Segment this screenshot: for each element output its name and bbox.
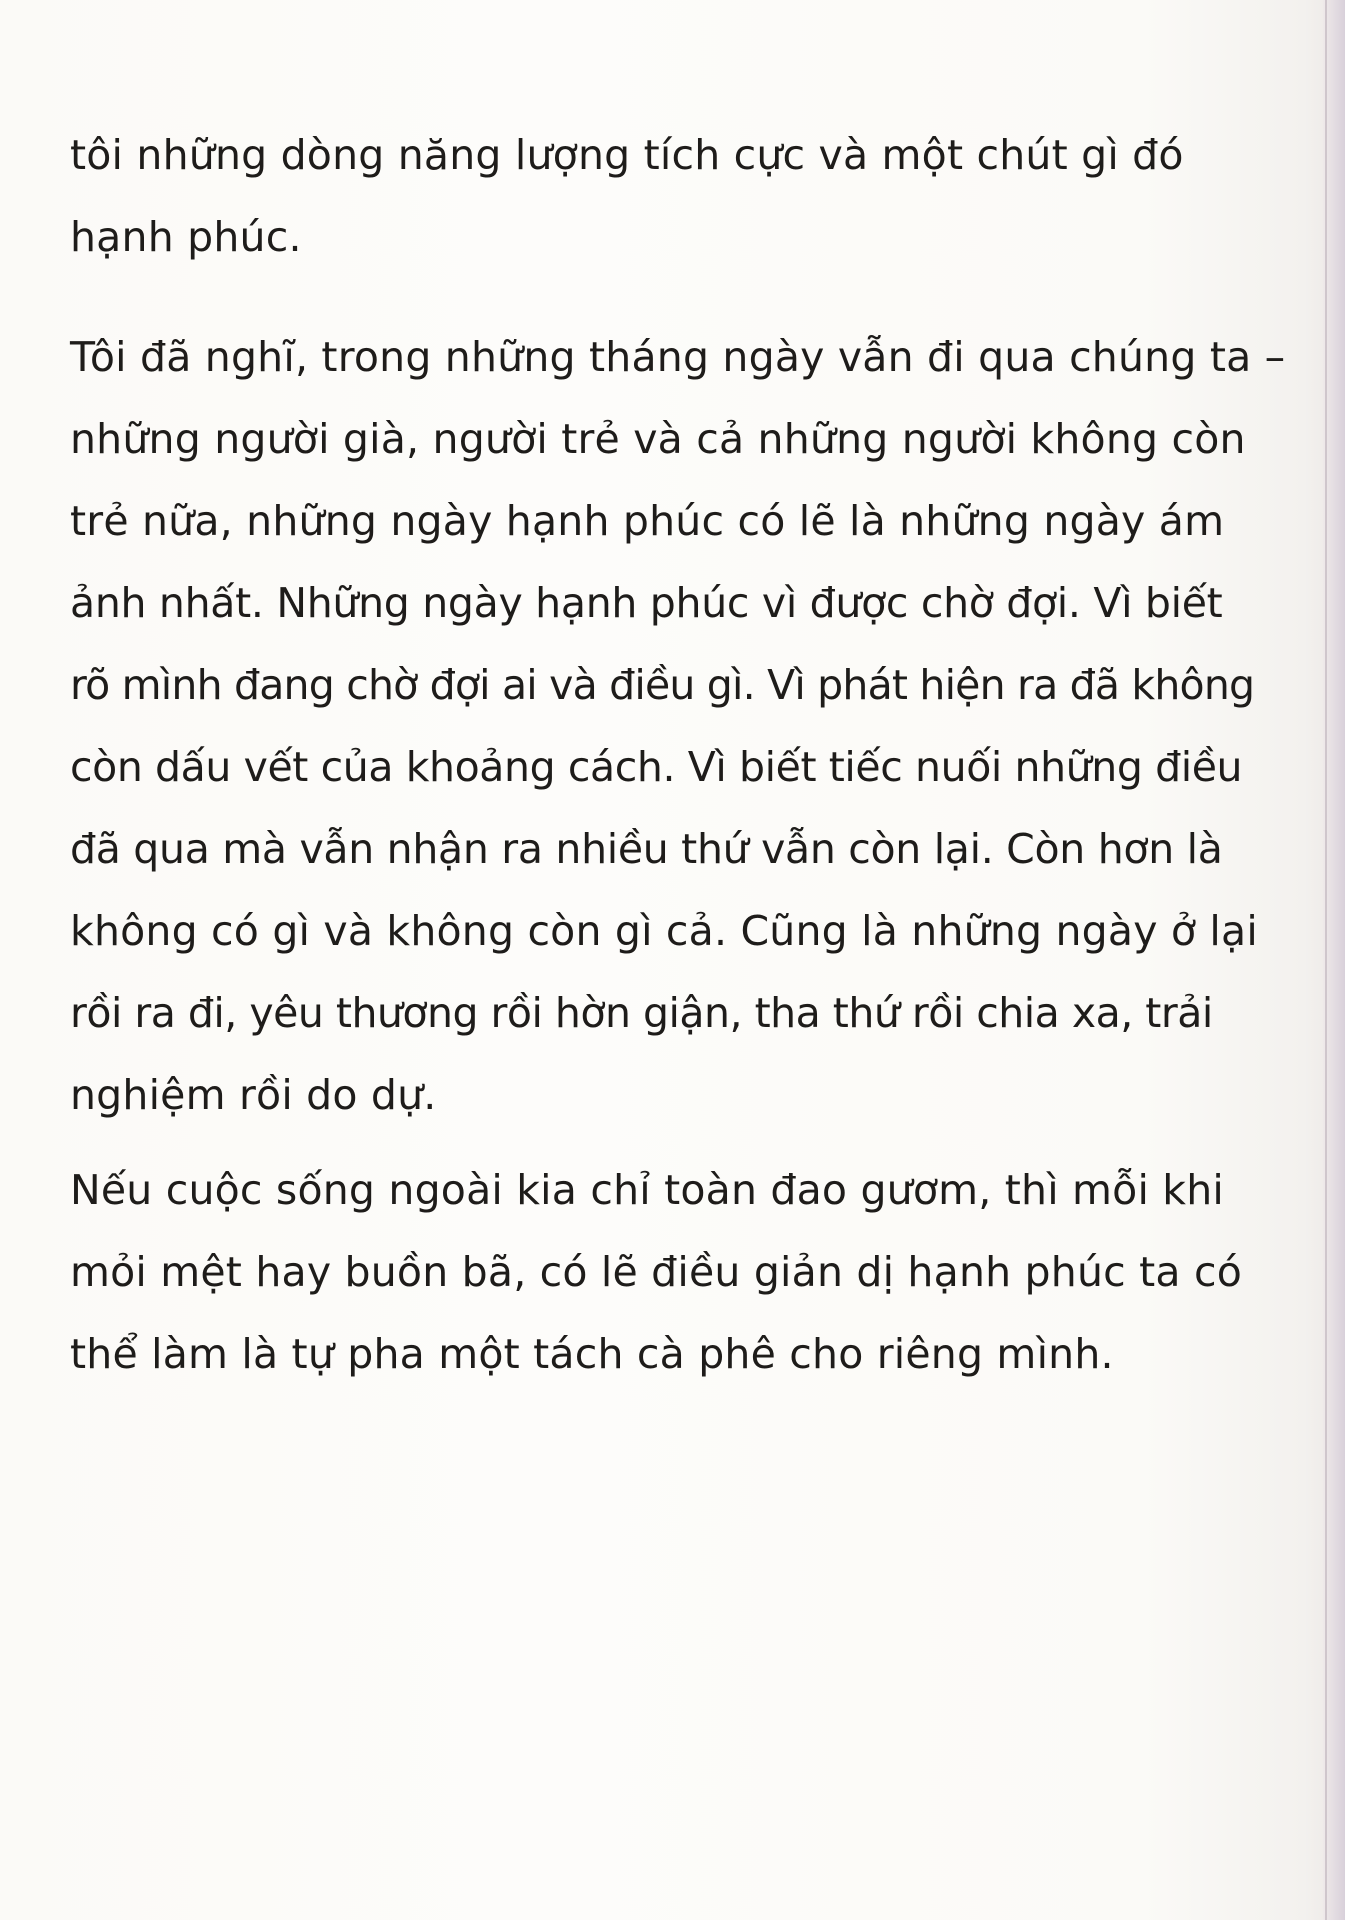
paragraph-2: [70, 316, 1286, 1136]
text-line: còn dấu vết của khoảng cách. Vì biết tiếc nuối những điều: [70, 743, 1243, 791]
paragraph-3: [70, 1149, 1280, 1395]
text-line: hạnh phúc.: [70, 213, 302, 261]
text-line: rồi ra đi, yêu thương rồi hờn giận, tha thứ rồi chia xa, trải: [70, 989, 1213, 1037]
text-line: thể làm là tự pha một tách cà phê cho riêng mình.: [70, 1330, 1114, 1378]
paragraph-1: [70, 114, 1280, 278]
text-line: không có gì và không còn gì cả. Cũng là những ngày ở lại: [70, 907, 1258, 955]
text-line: những người già, người trẻ và cả những người không còn: [70, 415, 1246, 463]
text-line: rõ mình đang chờ đợi ai và điều gì. Vì phát hiện ra đã không: [70, 661, 1255, 709]
text-line: đã qua mà vẫn nhận ra nhiều thứ vẫn còn lại. Còn hơn là: [70, 825, 1223, 873]
text-line: trẻ nữa, những ngày hạnh phúc có lẽ là những ngày ám: [70, 497, 1225, 545]
text-line: Nếu cuộc sống ngoài kia chỉ toàn đao gươm, thì mỗi khi: [70, 1166, 1224, 1214]
text-line: nghiệm rồi do dự.: [70, 1071, 437, 1119]
text-line: Tôi đã nghĩ, trong những tháng ngày vẫn đi qua chúng ta –: [70, 333, 1286, 381]
text-line: tôi những dòng năng lượng tích cực và một chút gì đó: [70, 131, 1184, 179]
text-line: ảnh nhất. Những ngày hạnh phúc vì được chờ đợi. Vì biết: [70, 579, 1223, 627]
text-line: mỏi mệt hay buồn bã, có lẽ điều giản dị hạnh phúc ta có: [70, 1248, 1242, 1296]
page-edge-divider: [1325, 0, 1327, 1920]
